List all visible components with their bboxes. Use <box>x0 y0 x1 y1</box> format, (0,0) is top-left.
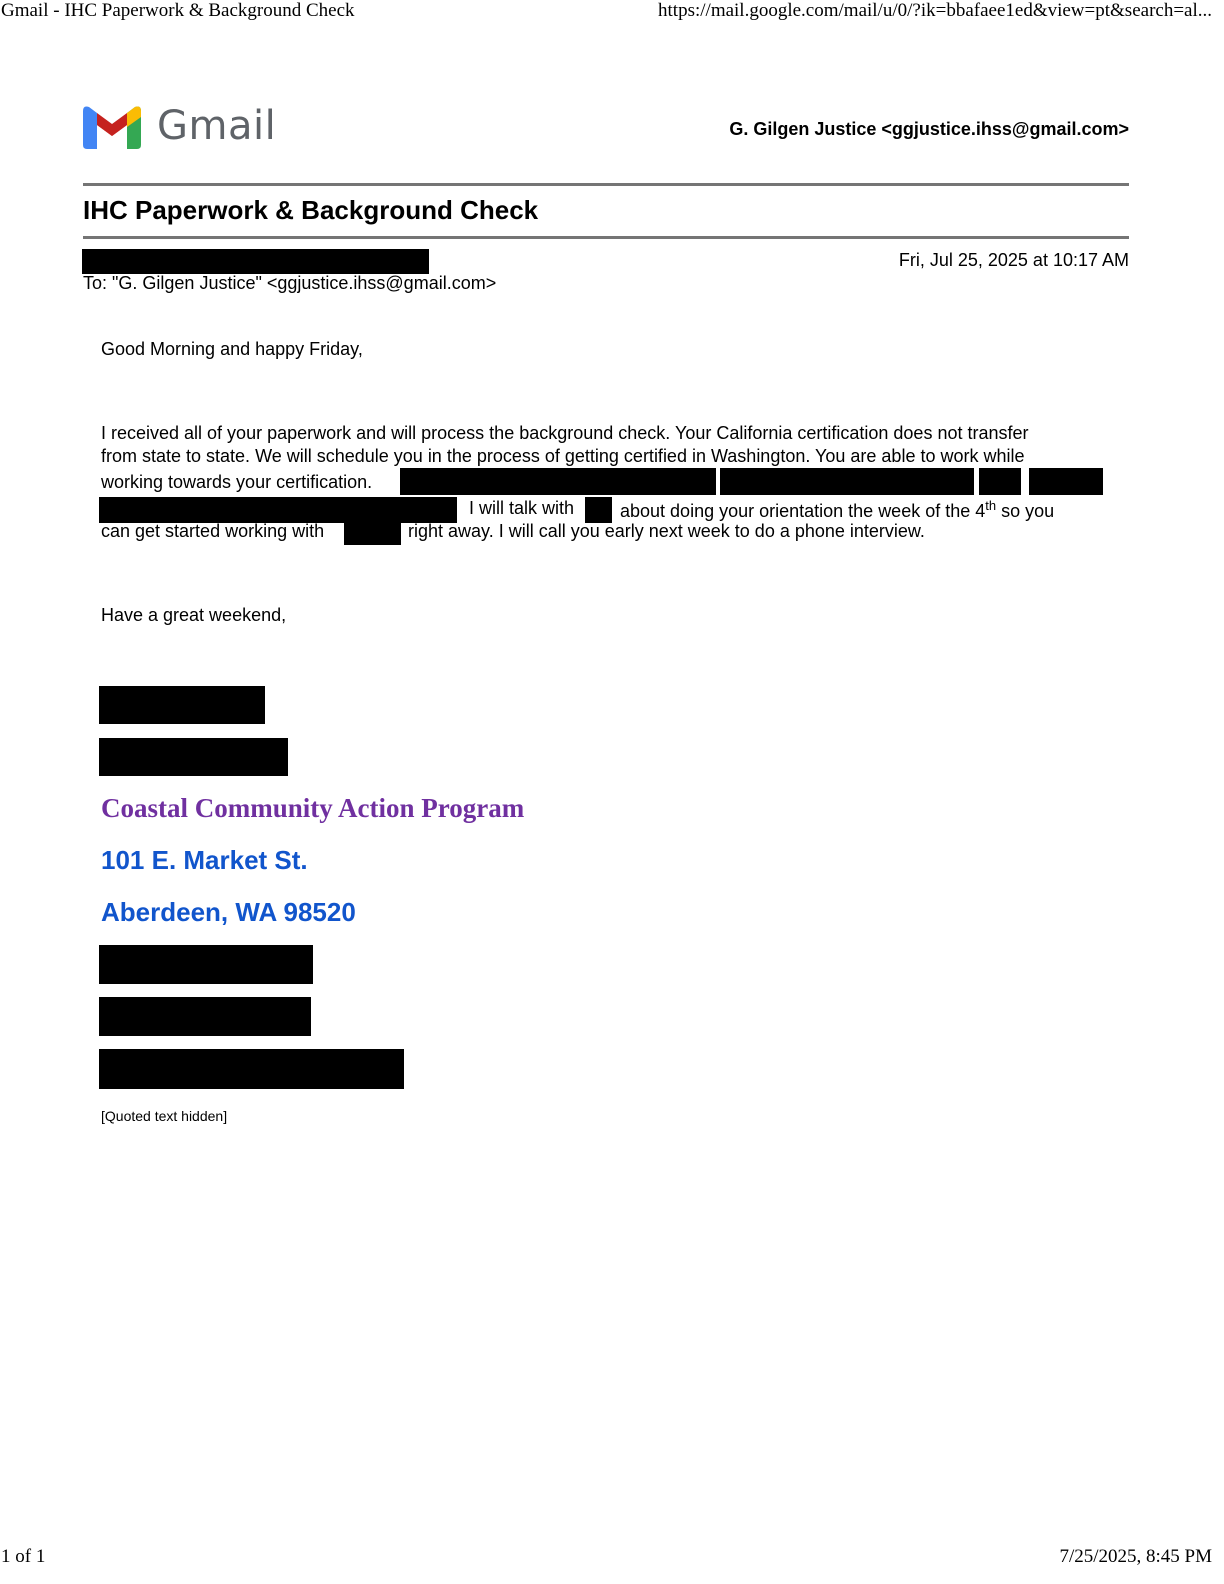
signature-address-line-2: Aberdeen, WA 98520 <box>101 897 356 927</box>
redacted-signature-contact <box>99 1049 404 1089</box>
body-line-5b: right away. I will call you early next week to do a phone interview. <box>408 521 925 541</box>
gmail-logo-text: Gmail <box>157 103 277 149</box>
body-line-2: from state to state. We will schedule you in the process of getting certified in Washington. You are able to work while <box>101 446 1025 466</box>
quoted-text-hidden[interactable]: [Quoted text hidden] <box>101 1108 228 1124</box>
print-footer <box>0 1546 1224 1570</box>
redacted-signature-name <box>99 686 265 724</box>
closing: Have a great weekend, <box>101 605 287 625</box>
body-line-4a: I will talk with <box>469 498 575 518</box>
redacted-text <box>979 468 1021 495</box>
redacted-signature-title <box>99 738 288 776</box>
top-divider <box>83 183 1129 186</box>
page-number: 1 of 1 <box>1 1546 46 1567</box>
redacted-signature-contact <box>99 997 311 1036</box>
signature-org: Coastal Community Action Program <box>101 793 525 823</box>
redacted-text <box>720 468 974 495</box>
print-timestamp: 7/25/2025, 8:45 PM <box>1059 1546 1212 1567</box>
redacted-signature-contact <box>99 945 313 984</box>
signature-address-line-1: 101 E. Market St. <box>101 845 308 875</box>
print-title: Gmail - IHC Paperwork & Background Check <box>1 0 355 21</box>
print-header <box>0 0 1224 24</box>
subject-divider <box>83 236 1129 239</box>
gmail-logo-icon <box>83 105 141 149</box>
redacted-sender <box>82 249 429 274</box>
body-line-4b-text: about doing your orientation the week of the 4 <box>620 501 986 521</box>
redacted-name <box>344 519 401 545</box>
greeting: Good Morning and happy Friday, <box>101 339 363 359</box>
thread-subject: IHC Paperwork & Background Check <box>83 195 539 225</box>
account-header: G. Gilgen Justice <ggjustice.ihss@gmail.com> <box>729 119 1129 139</box>
body-line-4b <box>620 498 1054 522</box>
body-line-5a: can get started working with <box>101 521 325 541</box>
redacted-name <box>585 497 612 523</box>
redacted-text <box>99 497 457 523</box>
body-line-3: working towards your certification. <box>101 472 373 492</box>
print-url: https://mail.google.com/mail/u/0/?ik=bbafaee1ed&view=pt&search=al... <box>658 0 1212 21</box>
redacted-text <box>400 468 716 495</box>
redacted-text <box>1029 468 1103 495</box>
redacted-text <box>680 468 715 495</box>
message-date: Fri, Jul 25, 2025 at 10:17 AM <box>898 250 1129 270</box>
body-line-4c: so you <box>1001 501 1055 521</box>
body-line-1: I received all of your paperwork and will process the background check. Your California certification does not transfer <box>101 423 1029 443</box>
ordinal-suffix: th <box>985 498 997 513</box>
message-recipient: To: "G. Gilgen Justice" <ggjustice.ihss@gmail.com> <box>83 273 497 293</box>
